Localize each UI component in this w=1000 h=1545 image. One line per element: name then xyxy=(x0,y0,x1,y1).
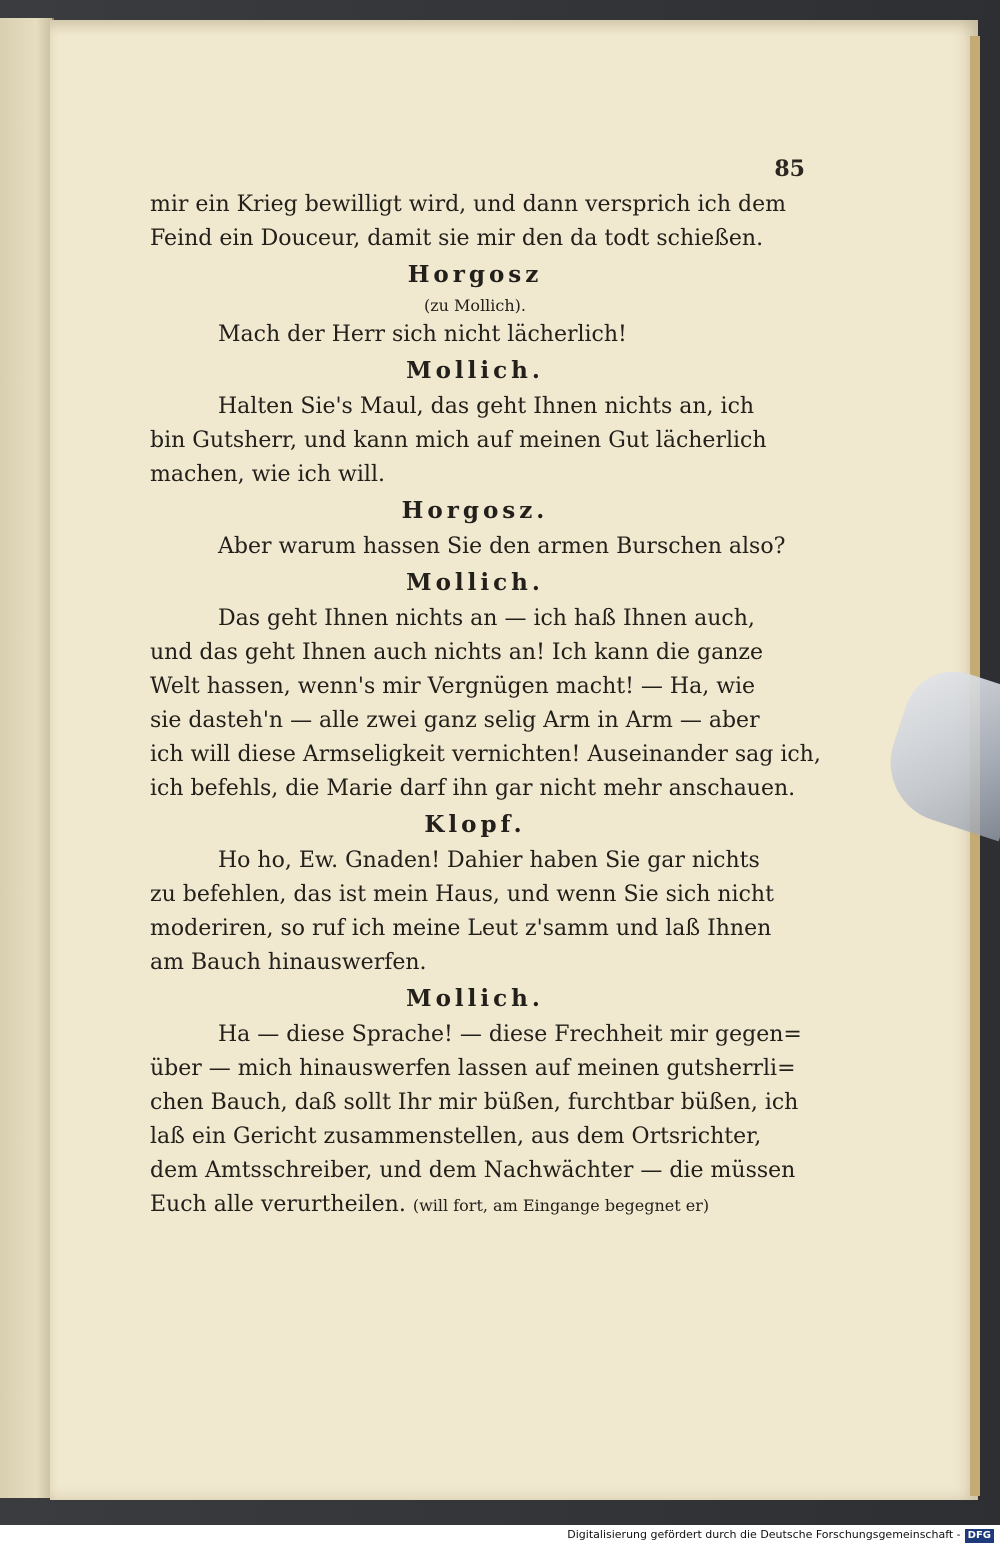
text-line xyxy=(150,1052,800,1086)
text-line xyxy=(150,738,821,772)
text-line xyxy=(150,458,800,492)
line-text: und das geht Ihnen auch nichts an! Ich kann die ganze xyxy=(150,640,763,665)
footer-bar xyxy=(0,1525,1000,1545)
text-line xyxy=(150,670,800,704)
speaker-name: Mollich. xyxy=(406,357,544,384)
page-text xyxy=(150,150,821,1223)
line-text: laß ein Gericht zusammenstellen, aus dem Ortsrichter, xyxy=(150,1124,762,1149)
dialogue-paragraph xyxy=(150,530,800,564)
dialogue-paragraph xyxy=(150,188,800,256)
text-line xyxy=(150,772,800,806)
speaker-name: Horgosz. xyxy=(401,497,549,524)
page-number: 85 xyxy=(774,156,805,182)
dialogue-paragraph xyxy=(150,318,800,352)
dialogue-paragraph xyxy=(150,390,800,492)
line-text: ich befehls, die Marie darf ihn gar nicht mehr anschauen. xyxy=(150,776,796,801)
line-text: Euch alle verurtheilen. xyxy=(150,1192,406,1217)
text-line xyxy=(150,636,800,670)
speaker-name: Mollich. xyxy=(406,569,544,596)
line-text: Das geht Ihnen nichts an — ich haß Ihnen auch, xyxy=(218,606,755,631)
inline-stage-direction: (will fort, am Eingange begegnet er) xyxy=(412,1196,710,1215)
text-line xyxy=(150,1086,800,1120)
text-line xyxy=(150,222,800,256)
line-text: Aber warum hassen Sie den armen Burschen also? xyxy=(218,534,786,559)
dfg-logo: DFG xyxy=(965,1529,994,1543)
stage-direction: (zu Mollich). xyxy=(423,296,527,315)
line-text: chen Bauch, daß sollt Ihr mir büßen, furchtbar büßen, ich xyxy=(150,1090,799,1115)
text-line xyxy=(150,704,800,738)
line-text: ich will diese Armseligkeit vernichten! Auseinander sag ich, xyxy=(150,742,821,767)
text-line xyxy=(150,1154,800,1188)
line-text: bin Gutsherr, und kann mich auf meinen Gut lächerlich xyxy=(150,428,767,453)
dialogue-paragraph xyxy=(150,602,821,806)
line-text: Halten Sie's Maul, das geht Ihnen nichts an, ich xyxy=(218,394,755,419)
text-line xyxy=(150,1120,800,1154)
text-line xyxy=(150,602,800,636)
text-line xyxy=(150,946,800,980)
line-text: mir ein Krieg bewilligt wird, und dann versprich ich dem xyxy=(150,192,786,217)
line-text: Mach der Herr sich nicht lächerlich! xyxy=(218,322,627,347)
line-text: über — mich hinauswerfen lassen auf meinen gutsherrli= xyxy=(150,1056,796,1081)
line-text: dem Amtsschreiber, und dem Nachwächter — die müssen xyxy=(150,1158,796,1183)
text-line xyxy=(150,1018,800,1052)
line-text: Ho ho, Ew. Gnaden! Dahier haben Sie gar nichts xyxy=(218,848,760,873)
footer-credit: Digitalisierung gefördert durch die Deutsche Forschungsgemeinschaft - xyxy=(567,1528,961,1541)
line-text: Feind ein Douceur, damit sie mir den da todt schießen. xyxy=(150,226,764,251)
line-text: machen, wie ich will. xyxy=(150,462,385,487)
text-line xyxy=(150,912,800,946)
previous-page-edge xyxy=(0,18,54,1498)
text-line xyxy=(150,530,800,564)
line-text: moderiren, so ruf ich meine Leut z'samm und laß Ihnen xyxy=(150,916,772,941)
line-text: zu befehlen, das ist mein Haus, und wenn Sie sich nicht xyxy=(150,882,774,907)
text-line xyxy=(150,1188,800,1223)
text-line xyxy=(150,390,800,424)
text-line xyxy=(150,424,800,458)
speaker-name: Mollich. xyxy=(406,985,544,1012)
text-line xyxy=(150,844,800,878)
line-text: Welt hassen, wenn's mir Vergnügen macht! — Ha, wie xyxy=(150,674,756,699)
text-line xyxy=(150,318,800,352)
dialogue-paragraph xyxy=(150,1018,800,1223)
text-line xyxy=(150,188,800,222)
line-text: Ha — diese Sprache! — diese Frechheit mir gegen= xyxy=(218,1022,802,1047)
line-text: sie dasteh'n — alle zwei ganz selig Arm in Arm — aber xyxy=(150,708,760,733)
speaker-name: Klopf. xyxy=(424,811,526,838)
dialogue-paragraph xyxy=(150,844,800,980)
speaker-name: Horgosz xyxy=(407,261,543,288)
text-line xyxy=(150,878,800,912)
line-text: am Bauch hinauswerfen. xyxy=(150,950,427,975)
